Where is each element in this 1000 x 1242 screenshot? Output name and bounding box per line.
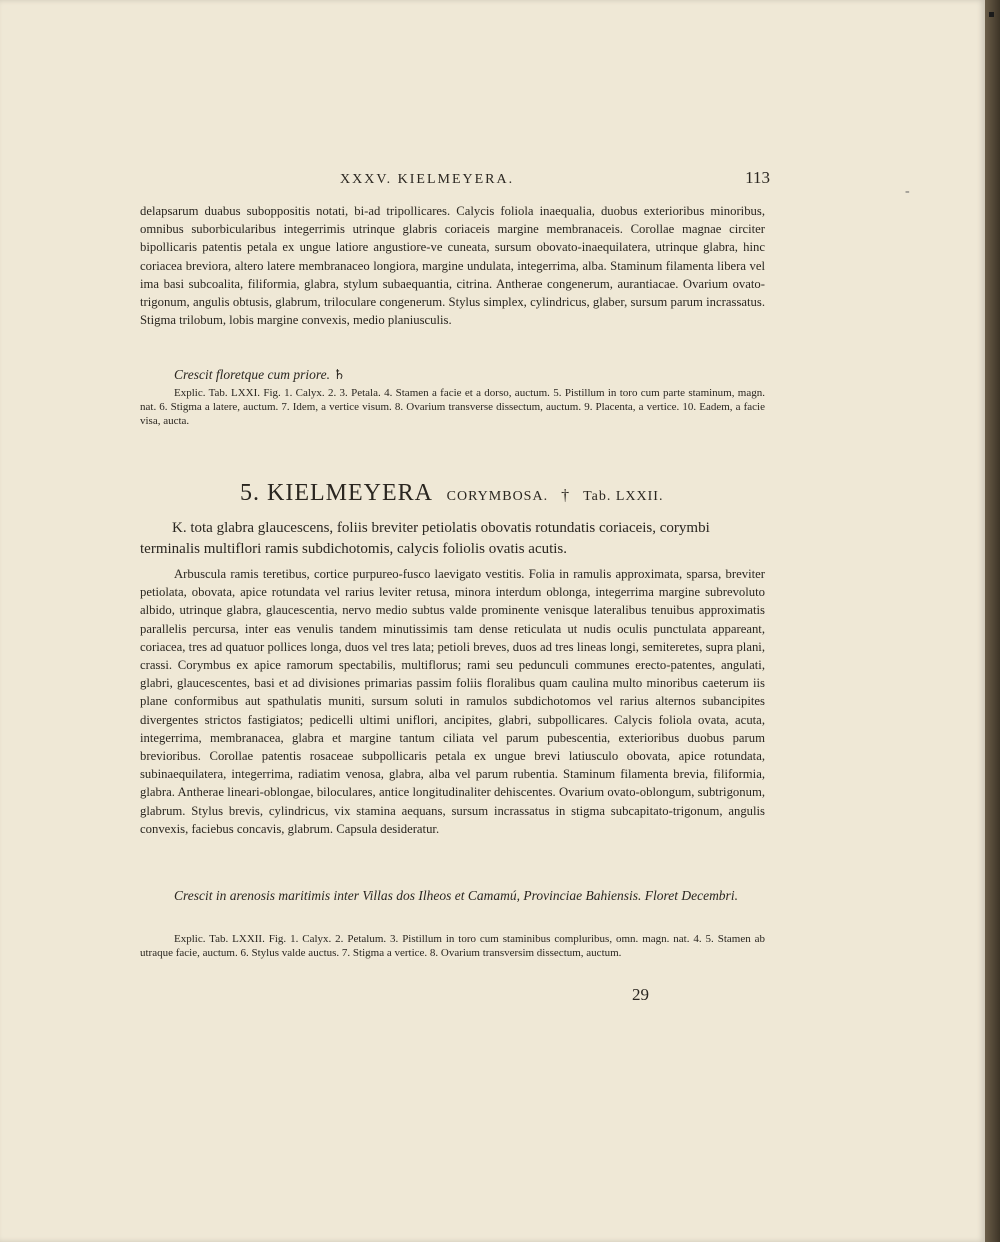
plate-explanation-2: Explic. Tab. LXXII. Fig. 1. Calyx. 2. Petalum. 3. Pistillum in toro cum staminibus compluribus, omn. magn. nat. 4. 5. Stamen ab utraque facie, auctum. 6. Stylus valde auctus. 7. Stigma a vertice. 8. Ovarium transversim dissectum, auctum. — [140, 933, 765, 959]
species-heading — [240, 480, 663, 507]
diagnosis-text: K. tota glabra glaucescens, foliis breviter petiolatis obovatis rotundatis coriaceis, corymbi terminalis multiflori ramis subdichotomis, calycis foliolis ovatis acutis. — [140, 520, 710, 557]
corner-mark-icon — [989, 12, 994, 17]
plate-reference: Tab. LXXII. — [583, 489, 664, 504]
page-number: 113 — [745, 168, 770, 187]
dagger-symbol: † — [561, 487, 571, 504]
continued-description: delapsarum duabus suboppositis notati, bi-ad tripollicares. Calycis foliola inaequalia, duobus exterioribus minoribus, omnibus suborbicularibus integerrimis utrinque glabris coriaceis margine membranaceis. Corollae magnae circiter bipollicaris patentis petala ex ungue latiore angustiore-ve cuneata, sursum obovato-inaequilatera, utrinque glabra, hinc coriacea breviora, altero latere membranaceo longiora, margine undulata, integerrima, alba. Staminum filamenta libera vel ima basi subcoalita, filiformia, glabra, stylum subaequantia, citrina. Antherae congenerum, aurantiacae. Ovarium ovato-trigonum, angulis obtusis, glabrum, triloculare congenerum. Stylus simplex, cylindricus, glaber, sursum parum incrassatus. Stigma trilobum, lobis margine convexis, medio planiusculis. — [140, 204, 765, 328]
species-diagnosis — [140, 518, 765, 560]
habitat-note-2: Crescit in arenosis maritimis inter Villas dos Ilheos et Camamú, Provinciae Bahiensis. Floret Decembri. — [174, 888, 738, 903]
running-header — [140, 168, 770, 188]
chapter-heading: XXXV. KIELMEYERA. — [340, 172, 515, 187]
signature-mark: 29 — [632, 985, 649, 1004]
species-number: 5. — [240, 480, 260, 506]
habitat-note-1: Crescit floretque cum priore. ♄ — [174, 367, 346, 382]
genus-name: KIELMEYERA — [267, 480, 432, 506]
book-edge — [985, 0, 1000, 1242]
species-description: Arbuscula ramis teretibus, cortice purpureo-fusco laevigato vestitis. Folia in ramulis approximata, sparsa, breviter petiolata, obovata, apice rotundata vel rarius leviter retusa, minora interdum oblonga, integerrima margine subrevoluto albido, utrinque glabra, glaucescentia, nervo medio subtus valde prominente venisque lateralibus tenuibus approximatis parallelis percursa, inter eas venulis tandem minutissimis tam dense reticulata ut nudis oculis punctulata appareant, coriacea, tres ad quatuor pollices longa, duos vel tres lata; petioli breves, duos ad tres lineas longi, semiteretes, supra plani, crassi. Corymbus ex apice ramorum spectabilis, multiflorus; rami seu pedunculi communes erecto-patentes, angulati, glabri, glaucescentes, basi et ad divisiones primarias passim foliis floralibus quam caulina multo minoribus caeterum iis plane conformibus aut spathulatis muniti, sursum soluti in ramulos subdichotomos vel rarius alternos subancipites divergentes strictos fastigiatos; pedicelli ultimi uniflori, ancipites, glabri, subpollicares. Calycis foliola ovata, acuta, integerrima, membranacea, glabra et margine tantum ciliata vel parum pubescentia, exterioribus duobus parum brevioribus. Corollae patentis rosaceae subpollicaris petala ex ungue brevi latiusculo obovata, apice rotundata, subinaequilatera, integerrima, radiatim venosa, glabra, alba vel parum rubentia. Staminum filamenta brevia, filiformia, glabra. Antherae lineari-oblongae, biloculares, antice longitudinaliter dehiscentes. Ovarium ovato-oblongum, subtrigonum, glabrum. Stylus brevis, cylindricus, vix stamina aequans, sursum incrassatus in stigma subcapitato-trigonum, angulis convexis, faciebus concavis, glabrum. Capsula desideratur. — [140, 567, 765, 836]
species-epithet: CORYMBOSA. — [446, 489, 549, 504]
margin-mark: - — [905, 184, 910, 199]
plate-explanation-1: Explic. Tab. LXXI. Fig. 1. Calyx. 2. 3. Petala. 4. Stamen a facie et a dorso, auctum. 5. Pistillum in toro cum parte staminum, magn. nat. 6. Stigma a latere, auctum. 7. Idem, a vertice visum. 8. Ovarium transverse dissectum, auctum. 9. Placenta, a vertice. 10. Eadem, a facie visa, aucta. — [140, 387, 765, 427]
